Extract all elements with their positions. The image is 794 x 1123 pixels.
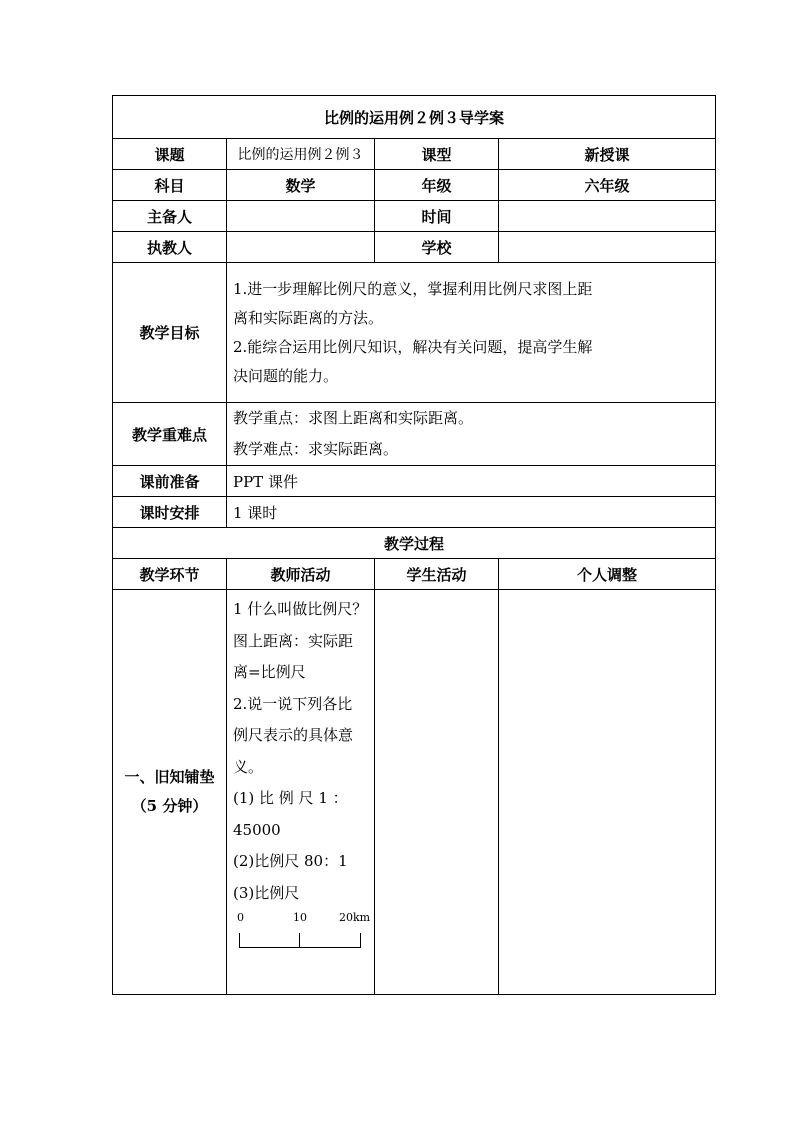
key-points-label: 教学重难点: [113, 403, 227, 466]
key-point-line: 教学重点：求图上距离和实际距离。: [233, 409, 474, 427]
teacher-activity-cell: [227, 590, 375, 995]
scale-label-start: 0: [237, 911, 244, 924]
scale-label-end: 20km: [339, 911, 371, 924]
column-student-activity: 学生活动: [375, 559, 499, 590]
grade-value: 六年级: [499, 170, 716, 201]
teacher-line: 45000: [233, 820, 281, 839]
lesson-type-label: 课型: [375, 139, 499, 170]
goals-line: 1.进一步理解比例尺的意义，掌握利用比例尺求图上距: [233, 279, 593, 298]
scale-bar-line: [239, 933, 361, 948]
lesson-plan-table: [112, 95, 716, 995]
teacher-line: 义。: [233, 757, 264, 776]
teacher-line: 1 什么叫做比例尺？: [233, 600, 368, 618]
goals-content: [227, 263, 716, 403]
column-teacher-activity: 教师活动: [227, 559, 375, 590]
preparer-label: 主备人: [113, 201, 227, 232]
section-name: 一、旧知铺垫: [124, 768, 215, 786]
time-label: 时间: [375, 201, 499, 232]
teacher-line: (3)比例尺: [233, 883, 300, 902]
teacher-line: (2)比例尺 80：1: [233, 852, 348, 870]
schedule-label: 课时安排: [113, 497, 227, 528]
instructor-value: [227, 232, 375, 263]
school-label: 学校: [375, 232, 499, 263]
prep-value: PPT 课件: [227, 466, 716, 497]
personal-adjustment-cell: [499, 590, 716, 995]
section-stage-cell: [113, 590, 227, 995]
prep-label: 课前准备: [113, 466, 227, 497]
subject-label: 科目: [113, 170, 227, 201]
subject-value: 数学: [227, 170, 375, 201]
preparer-value: [227, 201, 375, 232]
topic-value: 比例的运用例２例３: [227, 139, 375, 170]
lesson-type-value: 新授课: [499, 139, 716, 170]
grade-label: 年级: [375, 170, 499, 201]
time-value: [499, 201, 716, 232]
section-duration: （5 分钟）: [131, 797, 208, 815]
teacher-line: 图上距离：实际距: [233, 631, 354, 650]
process-heading: 教学过程: [113, 528, 716, 559]
teacher-line: (1) 比 例 尺 1 ：: [233, 789, 348, 807]
column-stage: 教学环节: [113, 559, 227, 590]
goals-line: 离和实际距离的方法。: [233, 308, 384, 327]
goals-line: 决问题的能力。: [233, 366, 339, 385]
key-points-content: [227, 403, 716, 466]
teacher-line: 离=比例尺: [233, 663, 306, 681]
column-personal-adjustment: 个人调整: [499, 559, 716, 590]
teacher-line: 例尺表示的具体意: [233, 726, 354, 744]
topic-label: 课题: [113, 139, 227, 170]
school-value: [499, 232, 716, 263]
schedule-value: 1 课时: [227, 497, 716, 528]
goals-label: 教学目标: [113, 263, 227, 403]
goals-line: 2.能综合运用比例尺知识，解决有关问题，提高学生解: [233, 337, 593, 356]
document-title: 比例的运用例２例３导学案: [113, 96, 716, 139]
student-activity-cell: [375, 590, 499, 995]
instructor-label: 执教人: [113, 232, 227, 263]
difficulty-line: 教学难点：求实际距离。: [233, 440, 399, 458]
scale-label-mid: 10: [293, 911, 307, 924]
scale-bar: [233, 911, 371, 957]
scale-bar-tick: [299, 933, 300, 947]
teacher-line: 2.说一说下列各比: [233, 694, 353, 713]
